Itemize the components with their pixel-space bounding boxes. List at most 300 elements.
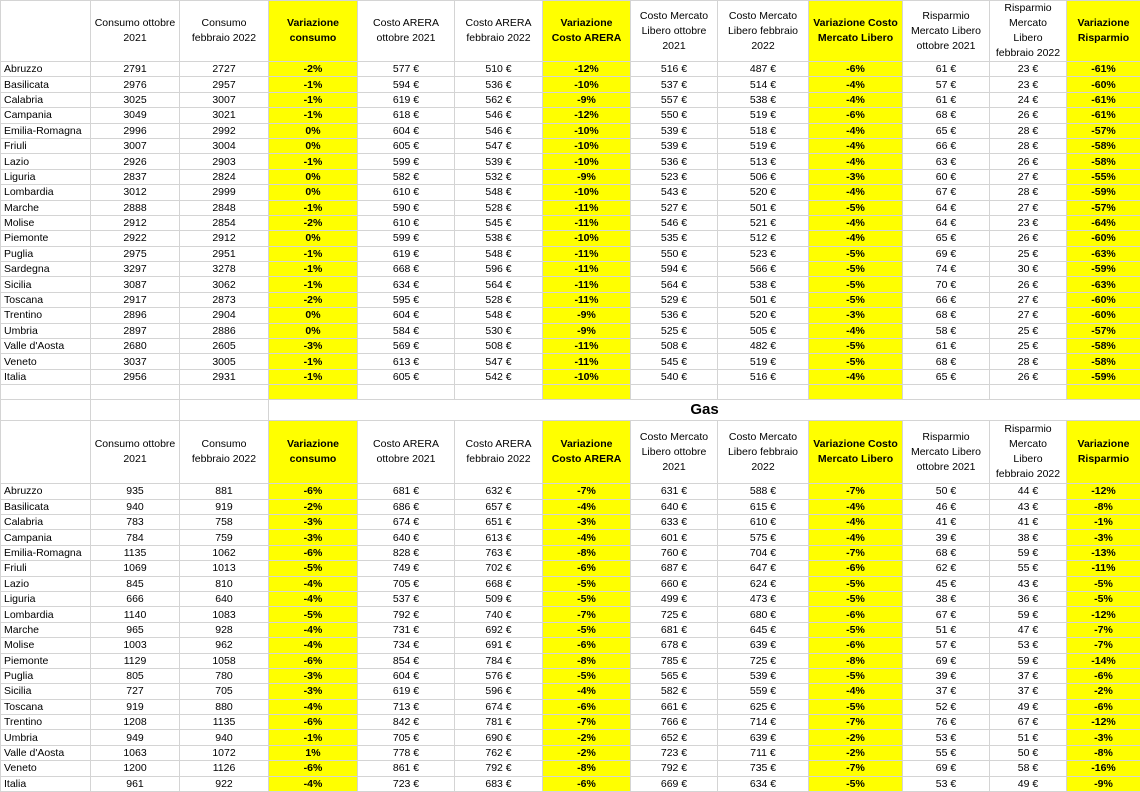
value-cell: 639 € [718, 730, 809, 745]
value-cell: 74 € [903, 262, 990, 277]
value-cell: -6% [809, 638, 903, 653]
value-cell: 51 € [903, 622, 990, 637]
value-cell: 501 € [718, 292, 809, 307]
table-row [1, 323, 1140, 338]
value-cell: 1208 [91, 715, 180, 730]
value-cell: 594 € [358, 77, 455, 92]
value-cell: 785 € [631, 653, 718, 668]
value-cell: -6% [809, 108, 903, 123]
value-cell: 713 € [358, 699, 455, 714]
value-cell: 2931 [180, 369, 269, 384]
value-cell: -6% [269, 761, 358, 776]
table-row [1, 684, 1140, 699]
value-cell: -4% [269, 776, 358, 791]
table-row [1, 668, 1140, 683]
table-row [1, 169, 1140, 184]
value-cell: 2926 [91, 154, 180, 169]
value-cell: 640 [180, 591, 269, 606]
region-cell: Sicilia [1, 277, 91, 292]
value-cell: -5% [1067, 576, 1140, 591]
value-cell: -4% [809, 92, 903, 107]
region-cell: Liguria [1, 591, 91, 606]
value-cell: 2912 [180, 231, 269, 246]
value-cell: 61 € [903, 92, 990, 107]
value-cell: 2917 [91, 292, 180, 307]
value-cell: -6% [809, 62, 903, 77]
value-cell: 778 € [358, 745, 455, 760]
value-cell: 2605 [180, 339, 269, 354]
value-cell: -2% [269, 292, 358, 307]
spacer-cell [543, 385, 631, 400]
value-cell: 58 € [990, 761, 1067, 776]
value-cell: 2992 [180, 123, 269, 138]
value-cell: 527 € [631, 200, 718, 215]
value-cell: 1126 [180, 761, 269, 776]
value-cell: 2951 [180, 246, 269, 261]
value-cell: 1062 [180, 545, 269, 560]
value-cell: 68 € [903, 354, 990, 369]
value-cell: -5% [809, 262, 903, 277]
value-cell: 1003 [91, 638, 180, 653]
value-cell: -4% [269, 576, 358, 591]
value-cell: 1058 [180, 653, 269, 668]
table-row [1, 622, 1140, 637]
value-cell: 681 € [631, 622, 718, 637]
value-cell: -11% [543, 277, 631, 292]
value-cell: 64 € [903, 215, 990, 230]
value-cell: 792 € [631, 761, 718, 776]
value-cell: -2% [269, 215, 358, 230]
value-cell: -6% [1067, 699, 1140, 714]
region-cell: Liguria [1, 169, 91, 184]
value-cell: 66 € [903, 138, 990, 153]
value-cell: 24 € [990, 92, 1067, 107]
value-cell: 520 € [718, 308, 809, 323]
value-cell: -3% [269, 514, 358, 529]
value-cell: -11% [543, 339, 631, 354]
value-cell: 3278 [180, 262, 269, 277]
value-cell: 43 € [990, 499, 1067, 514]
table-row [1, 262, 1140, 277]
value-cell: 2903 [180, 154, 269, 169]
value-cell: 47 € [990, 622, 1067, 637]
value-cell: 599 € [358, 231, 455, 246]
value-cell: 547 € [455, 138, 543, 153]
value-cell: 725 € [718, 653, 809, 668]
value-cell: 2922 [91, 231, 180, 246]
value-cell: 687 € [631, 561, 718, 576]
value-cell: 596 € [455, 684, 543, 699]
value-cell: -5% [1067, 591, 1140, 606]
value-cell: -5% [809, 200, 903, 215]
value-cell: 666 [91, 591, 180, 606]
value-cell: 28 € [990, 354, 1067, 369]
value-cell: -9% [543, 169, 631, 184]
value-cell: 1135 [91, 545, 180, 560]
region-cell: Toscana [1, 292, 91, 307]
table-row [1, 730, 1140, 745]
value-cell: 0% [269, 169, 358, 184]
value-cell: 67 € [903, 607, 990, 622]
value-cell: 940 [180, 730, 269, 745]
value-cell: -3% [269, 668, 358, 683]
region-cell: Friuli [1, 138, 91, 153]
value-cell: 2680 [91, 339, 180, 354]
value-cell: -5% [543, 576, 631, 591]
value-cell: -4% [809, 369, 903, 384]
value-cell: 762 € [455, 745, 543, 760]
value-cell: 548 € [455, 185, 543, 200]
value-cell: -1% [269, 262, 358, 277]
value-cell: 686 € [358, 499, 455, 514]
value-cell: -4% [809, 123, 903, 138]
value-cell: 30 € [990, 262, 1067, 277]
value-cell: 64 € [903, 200, 990, 215]
table-row [1, 715, 1140, 730]
region-cell: Molise [1, 638, 91, 653]
value-cell: -6% [809, 607, 903, 622]
value-cell: -8% [543, 761, 631, 776]
value-cell: 2873 [180, 292, 269, 307]
value-cell: 692 € [455, 622, 543, 637]
value-cell: 501 € [718, 200, 809, 215]
value-cell: 50 € [990, 745, 1067, 760]
value-cell: -1% [269, 277, 358, 292]
value-cell: -7% [543, 484, 631, 499]
value-cell: -9% [543, 92, 631, 107]
value-cell: 2975 [91, 246, 180, 261]
value-cell: 595 € [358, 292, 455, 307]
value-cell: 640 € [631, 499, 718, 514]
region-cell: Marche [1, 200, 91, 215]
spacer-cell [1, 385, 91, 400]
value-cell: 548 € [455, 246, 543, 261]
value-cell: -4% [809, 323, 903, 338]
value-cell: 69 € [903, 653, 990, 668]
value-cell: 559 € [718, 684, 809, 699]
value-cell: -11% [543, 215, 631, 230]
value-cell: -6% [543, 561, 631, 576]
value-cell: 37 € [990, 668, 1067, 683]
value-cell: 52 € [903, 699, 990, 714]
value-cell: -5% [543, 591, 631, 606]
value-cell: 564 € [455, 277, 543, 292]
value-cell: -2% [1067, 684, 1140, 699]
value-cell: -6% [269, 484, 358, 499]
value-cell: 38 € [990, 530, 1067, 545]
value-cell: 528 € [455, 292, 543, 307]
region-cell: Campania [1, 530, 91, 545]
value-cell: 510 € [455, 62, 543, 77]
value-cell: 792 € [455, 761, 543, 776]
value-cell: -6% [543, 776, 631, 791]
value-cell: -7% [809, 715, 903, 730]
value-cell: -3% [269, 339, 358, 354]
spacer-cell [269, 385, 358, 400]
value-cell: -2% [809, 730, 903, 745]
value-cell: 41 € [990, 514, 1067, 529]
value-cell: 2912 [91, 215, 180, 230]
value-cell: 1129 [91, 653, 180, 668]
value-cell: 67 € [990, 715, 1067, 730]
column-header: Consumo febbraio 2022 [180, 1, 269, 62]
value-cell: -4% [269, 699, 358, 714]
value-cell: -5% [809, 591, 903, 606]
value-cell: -4% [543, 499, 631, 514]
value-cell: 3297 [91, 262, 180, 277]
value-cell: -10% [543, 123, 631, 138]
table-row [1, 761, 1140, 776]
spacer-cell [180, 400, 269, 421]
value-cell: 582 € [631, 684, 718, 699]
value-cell: 711 € [718, 745, 809, 760]
value-cell: 521 € [718, 215, 809, 230]
value-cell: 805 [91, 668, 180, 683]
value-cell: 584 € [358, 323, 455, 338]
value-cell: 548 € [455, 308, 543, 323]
value-cell: -9% [543, 308, 631, 323]
value-cell: 57 € [903, 77, 990, 92]
value-cell: -3% [809, 169, 903, 184]
region-cell: Umbria [1, 730, 91, 745]
value-cell: 783 [91, 514, 180, 529]
value-cell: -3% [1067, 730, 1140, 745]
column-header: Variazione Costo Mercato Libero [809, 421, 903, 484]
value-cell: -11% [543, 354, 631, 369]
table-row [1, 653, 1140, 668]
value-cell: 760 € [631, 545, 718, 560]
value-cell: 61 € [903, 339, 990, 354]
value-cell: -58% [1067, 339, 1140, 354]
value-cell: 652 € [631, 730, 718, 745]
value-cell: 1200 [91, 761, 180, 776]
spacer-cell [358, 385, 455, 400]
value-cell: -14% [1067, 653, 1140, 668]
value-cell: -9% [1067, 776, 1140, 791]
value-cell: 854 € [358, 653, 455, 668]
value-cell: 26 € [990, 369, 1067, 384]
value-cell: 601 € [631, 530, 718, 545]
value-cell: 781 € [455, 715, 543, 730]
table-row [1, 215, 1140, 230]
value-cell: 962 [180, 638, 269, 653]
value-cell: 487 € [718, 62, 809, 77]
value-cell: 3087 [91, 277, 180, 292]
column-header: Costo ARERA ottobre 2021 [358, 1, 455, 62]
spacer-cell [180, 385, 269, 400]
value-cell: 540 € [631, 369, 718, 384]
region-cell: Emilia-Romagna [1, 545, 91, 560]
value-cell: -5% [543, 622, 631, 637]
value-cell: -11% [543, 262, 631, 277]
value-cell: 919 [180, 499, 269, 514]
value-cell: 3007 [180, 92, 269, 107]
value-cell: 538 € [455, 231, 543, 246]
value-cell: -5% [809, 699, 903, 714]
region-cell: Trentino [1, 715, 91, 730]
column-header: Risparmio Mercato Libero ottobre 2021 [903, 1, 990, 62]
value-cell: 70 € [903, 277, 990, 292]
region-cell: Valle d'Aosta [1, 339, 91, 354]
value-cell: 668 € [358, 262, 455, 277]
value-cell: 784 € [455, 653, 543, 668]
region-cell: Lombardia [1, 607, 91, 622]
value-cell: 919 [91, 699, 180, 714]
value-cell: 546 € [455, 123, 543, 138]
value-cell: 25 € [990, 339, 1067, 354]
value-cell: 639 € [718, 638, 809, 653]
value-cell: 25 € [990, 246, 1067, 261]
value-cell: 669 € [631, 776, 718, 791]
column-header: Costo Mercato Libero ottobre 2021 [631, 421, 718, 484]
value-cell: 3062 [180, 277, 269, 292]
value-cell: 2888 [91, 200, 180, 215]
table-row [1, 545, 1140, 560]
value-cell: -12% [1067, 484, 1140, 499]
value-cell: 28 € [990, 138, 1067, 153]
value-cell: 3012 [91, 185, 180, 200]
value-cell: -64% [1067, 215, 1140, 230]
value-cell: 508 € [631, 339, 718, 354]
value-cell: 545 € [631, 354, 718, 369]
value-cell: 529 € [631, 292, 718, 307]
value-cell: 704 € [718, 545, 809, 560]
gas-section-title: Gas [269, 400, 1140, 421]
column-header: Variazione Costo Mercato Libero [809, 1, 903, 62]
value-cell: 58 € [903, 323, 990, 338]
value-cell: -13% [1067, 545, 1140, 560]
value-cell: 36 € [990, 591, 1067, 606]
value-cell: 530 € [455, 323, 543, 338]
header-row-electricity [1, 1, 1140, 62]
value-cell: 758 [180, 514, 269, 529]
value-cell: 780 [180, 668, 269, 683]
value-cell: 525 € [631, 323, 718, 338]
value-cell: 532 € [455, 169, 543, 184]
value-cell: -6% [543, 638, 631, 653]
value-cell: -8% [1067, 499, 1140, 514]
value-cell: 539 € [631, 138, 718, 153]
value-cell: -4% [269, 591, 358, 606]
value-cell: -4% [269, 622, 358, 637]
value-cell: 68 € [903, 308, 990, 323]
value-cell: -2% [543, 745, 631, 760]
value-cell: 615 € [718, 499, 809, 514]
value-cell: 537 € [358, 591, 455, 606]
value-cell: -5% [809, 277, 903, 292]
region-cell: Piemonte [1, 231, 91, 246]
value-cell: 76 € [903, 715, 990, 730]
column-header: Costo Mercato Libero febbraio 2022 [718, 421, 809, 484]
value-cell: 660 € [631, 576, 718, 591]
value-cell: -8% [809, 653, 903, 668]
value-cell: -3% [1067, 530, 1140, 545]
column-header: Consumo ottobre 2021 [91, 421, 180, 484]
value-cell: 66 € [903, 292, 990, 307]
value-cell: 65 € [903, 369, 990, 384]
value-cell: 861 € [358, 761, 455, 776]
spacer-cell [809, 385, 903, 400]
value-cell: -7% [543, 607, 631, 622]
value-cell: 3049 [91, 108, 180, 123]
value-cell: 536 € [631, 308, 718, 323]
region-cell: Sardegna [1, 262, 91, 277]
value-cell: 0% [269, 138, 358, 153]
region-cell: Valle d'Aosta [1, 745, 91, 760]
value-cell: 59 € [990, 607, 1067, 622]
value-cell: 3021 [180, 108, 269, 123]
value-cell: -5% [809, 354, 903, 369]
value-cell: 37 € [903, 684, 990, 699]
table-row [1, 123, 1140, 138]
value-cell: -3% [809, 308, 903, 323]
value-cell: -7% [1067, 638, 1140, 653]
value-cell: 44 € [990, 484, 1067, 499]
column-header: Costo ARERA febbraio 2022 [455, 421, 543, 484]
value-cell: -61% [1067, 92, 1140, 107]
column-header: Variazione Costo ARERA [543, 1, 631, 62]
value-cell: 792 € [358, 607, 455, 622]
value-cell: 731 € [358, 622, 455, 637]
value-cell: 2854 [180, 215, 269, 230]
column-header: Variazione Costo ARERA [543, 421, 631, 484]
value-cell: -59% [1067, 262, 1140, 277]
value-cell: -3% [543, 514, 631, 529]
value-cell: 62 € [903, 561, 990, 576]
table-row [1, 499, 1140, 514]
value-cell: 523 € [718, 246, 809, 261]
value-cell: 683 € [455, 776, 543, 791]
value-cell: 26 € [990, 277, 1067, 292]
value-cell: 632 € [455, 484, 543, 499]
value-cell: 657 € [455, 499, 543, 514]
column-header: Risparmio Mercato Libero ottobre 2021 [903, 421, 990, 484]
value-cell: 27 € [990, 292, 1067, 307]
value-cell: -1% [269, 108, 358, 123]
value-cell: -2% [269, 499, 358, 514]
table-row [1, 308, 1140, 323]
value-cell: -6% [1067, 668, 1140, 683]
value-cell: -1% [269, 246, 358, 261]
region-cell: Puglia [1, 246, 91, 261]
table-row [1, 292, 1140, 307]
value-cell: -4% [809, 154, 903, 169]
value-cell: 2896 [91, 308, 180, 323]
value-cell: 618 € [358, 108, 455, 123]
value-cell: 681 € [358, 484, 455, 499]
value-cell: 53 € [903, 776, 990, 791]
value-cell: 1% [269, 745, 358, 760]
value-cell: -1% [269, 200, 358, 215]
value-cell: 506 € [718, 169, 809, 184]
value-cell: 690 € [455, 730, 543, 745]
spacer-row [1, 385, 1140, 400]
table-row [1, 576, 1140, 591]
value-cell: 576 € [455, 668, 543, 683]
value-cell: 828 € [358, 545, 455, 560]
column-header: Risparmio Mercato Libero febbraio 2022 [990, 1, 1067, 62]
value-cell: 514 € [718, 77, 809, 92]
value-cell: -7% [809, 761, 903, 776]
region-cell: Friuli [1, 561, 91, 576]
value-cell: -60% [1067, 77, 1140, 92]
value-cell: -1% [269, 92, 358, 107]
column-header: Variazione consumo [269, 421, 358, 484]
value-cell: 2999 [180, 185, 269, 200]
value-cell: 842 € [358, 715, 455, 730]
value-cell: 3037 [91, 354, 180, 369]
value-cell: 965 [91, 622, 180, 637]
